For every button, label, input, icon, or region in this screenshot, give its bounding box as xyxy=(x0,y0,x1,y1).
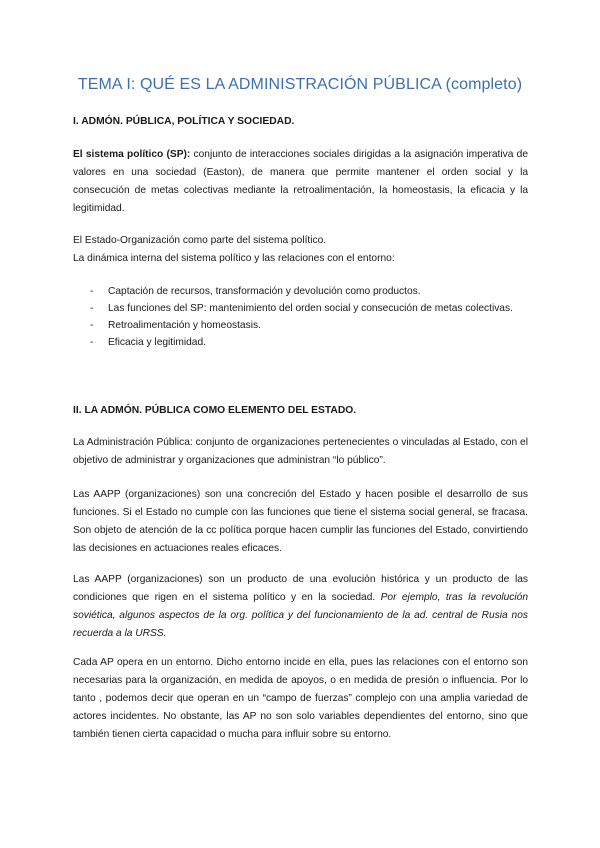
section-2-heading: II. LA ADMÓN. PÚBLICA COMO ELEMENTO DEL ESTADO. xyxy=(73,405,357,416)
document-title: TEMA I: QUÉ ES LA ADMINISTRACIÓN PÚBLICA (completo) xyxy=(77,76,523,93)
bullet-dash: - xyxy=(90,286,94,297)
aapp-producto-example: Por ejemplo, tras la revolución soviética, algunos aspectos de la org. política y del funcionamiento de la ad. central de Rusia nos recuerda a la URSS. xyxy=(73,592,528,639)
list-item xyxy=(73,317,528,334)
list-item xyxy=(73,283,528,300)
section-1-heading: I. ADMÓN. PÚBLICA, POLÍTICA Y SOCIEDAD. xyxy=(73,116,295,127)
aapp-producto-text: Las AAPP (organizaciones) son un producto de una evolución histórica y un producto de las condiciones que rigen en el sistema político y en la sociedad. xyxy=(73,574,528,603)
bullet-dash: - xyxy=(90,337,94,348)
bullet-text: Eficacia y legitimidad. xyxy=(108,337,206,348)
aapp-concrecion-paragraph: Las AAPP (organizaciones) son una concreción del Estado y hacen posible el desarrollo de sus funciones. Si el Estado no cumple con las funciones que tiene el sistema social general, se fracasa. Son objeto de atención de la cc política porque hacen cumplir las funciones del Estado, convirtiendo las decisiones en actuaciones reales eficaces. xyxy=(73,489,528,554)
bullet-text: Captación de recursos, transformación y devolución como productos. xyxy=(108,286,421,297)
dynamics-bullet-list xyxy=(73,283,528,351)
sp-definition-paragraph xyxy=(73,146,528,218)
ap-definition-paragraph: La Administración Pública: conjunto de organizaciones pertenecientes o vinculadas al Estado, con el objetivo de administrar y organizaciones que administran “lo público”. xyxy=(73,437,528,466)
entorno-paragraph: Cada AP opera en un entorno. Dicho entorno incide en ella, pues las relaciones con el entorno son necesarias para la organización, en medida de apoyos, o en medida de presión o influencia. Por lo tanto , podemos decir que operan en un “campo de fuerzas” complejo con una amplia variedad de actores incidentes. No obstante, las AP no son solo variables dependientes del entorno, sino que también tienen cierta capacidad o mucha para influir sobre su entorno. xyxy=(73,657,528,740)
estado-line: El Estado-Organización como parte del sistema político. xyxy=(73,235,327,246)
list-item xyxy=(73,300,528,317)
sp-definition-text: conjunto de interacciones sociales dirigidas a la asignación imperativa de valores en una sociedad (Easton), de manera que permite mantener el orden social y la consecución de metas colectivas mediante la retroalimentación, la homeostasis, la eficacia y la legitimidad. xyxy=(73,149,528,214)
bullet-text: Las funciones del SP: mantenimiento del orden social y consecución de metas colectivas. xyxy=(108,303,513,314)
list-item xyxy=(73,334,528,351)
bullet-text: Retroalimentación y homeostasis. xyxy=(108,320,261,331)
aapp-producto-paragraph xyxy=(73,571,528,643)
bullet-dash: - xyxy=(90,320,94,331)
bullet-dash: - xyxy=(90,303,94,314)
dinamica-line: La dinámica interna del sistema político y las relaciones con el entorno: xyxy=(73,253,395,264)
sp-term: El sistema político (SP): xyxy=(73,149,191,160)
